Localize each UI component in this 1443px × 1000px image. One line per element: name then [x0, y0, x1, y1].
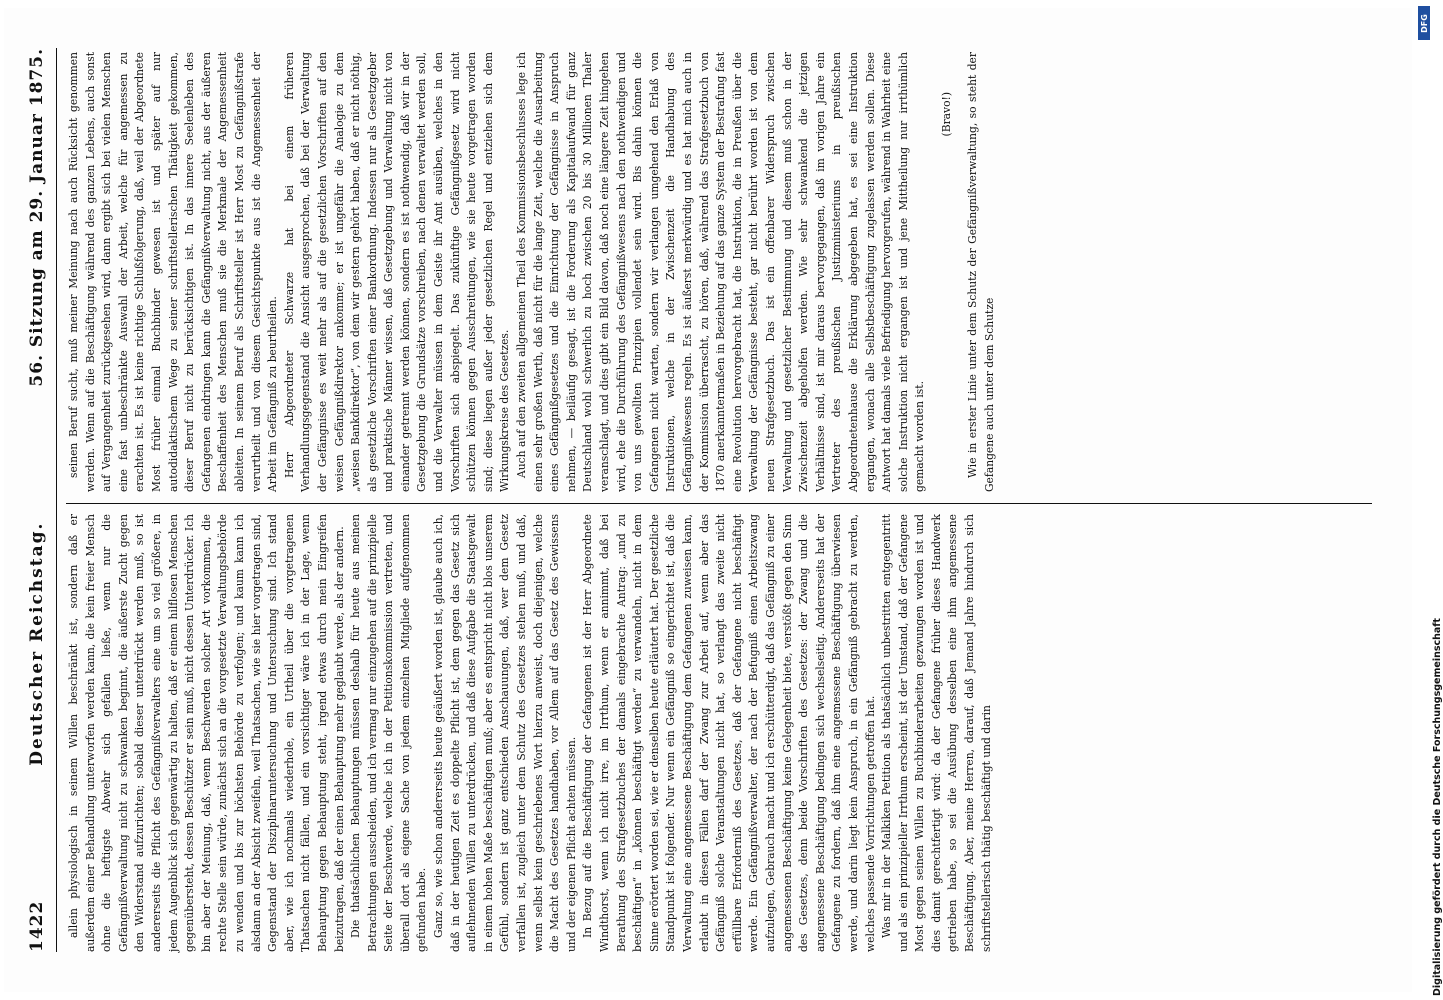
session-title: 56. Sitzung am 29. Januar 1875. [27, 48, 47, 387]
paragraph: Ganz so, wie schon andererseits heute geäußert worden ist, glaube auch ich, daß in der heutigen Zeit es doppelte Pflicht ist, dem gegen das Gesetz sich auflehnenden Willen zu unterdrücken, und daß diese Aufgabe die Staatsgewalt in einem hohen Maße beschäftigen muß; aber es entspricht nicht blos unserem Gefühl, sondern ist ganz entschieden Anschauungen, daß, wer dem Gesetz verfallen ist, zugleich unter dem Schutz des Gesetzes stehen muß, und daß, wenn selbst kein geschriebenes Wort hierzu anweist, doch diejenigen, welche die Macht des Gesetzes handhaben, vor Allem auf das Gesetz des Gewissens und der eigenen Pflicht achten müssen. [432, 514, 578, 952]
digitization-credit-text: Digitalisierung gefördert durch die Deutsche Forschungsgemeinschaft [1432, 618, 1443, 996]
paragraph: Die thatsächlichen Behauptungen müssen deshalb für heute aus meinen Betrachtungen ausscheiden, und ich vermag nur einzugehen auf die prinzipielle Seite der Beschwerde, welche ich in der Petitionskommission vertreten, und überall dort als eigene Sache von jedem einzelnen Mitgliede aufgenommen gefunden habe. [349, 514, 429, 952]
paragraph: seinen Beruf sucht, muß meiner Meinung nach auch Rücksicht genommen werden. Wenn auf die Beschäftigung während des ganzen Lebens, auch sonst auf Vergangenheit zurückgesehen wird, dann ergibt sich bei vielen Menschen eine fast unbeschränkte Auswahl der Arbeit, welche für angemessen zu erachten ist. Es ist keine richtige Schlußfolgerung, daß, weil der Abgeordnete Most früher einmal Buchbinder gewesen ist und später auf nur autodidaktischem Wege zu seiner schriftstellerischen Thätigkeit gekommen, dieser Beruf nicht zu berücksichtigen ist. In das innere Seelenleben des Gefangenen eindringen kann die Gefängnißverwaltung nicht, aus der äußeren Beschaffenheit des Menschen muß sie die Merkmale der Angemessenheit ableiten. In seinem Beruf als Schriftsteller ist Herr Most zu Gefängnißstrafe verurtheilt und von diesem Gesichtspunkte aus ist die Angemessenheit der Arbeit im Gefängniß zu beurtheilen. [67, 52, 280, 492]
right-text-column [66, 52, 1378, 492]
page-number: 1422 [27, 900, 47, 952]
digitization-credit [1416, 0, 1443, 1000]
paragraph: allein physiologisch in seinem Willen beschränkt ist, sondern daß er außerdem einer Behandlung unterworfen werden kann, die kein freier Mensch ohne die heftigste Abwehr sich gefallen ließe, wenn nur die Gefängnißverwaltung nicht zu schwanken beginnt, die äußerste Zucht gegen den Widerstand aufzurichten; sobald dieser unterdrückt werden muß, so ist andererseits die Pflicht des Gefängnißverwalters eine um so viel größere, in jedem Augenblick sich gegenwärtig zu halten, daß er einem hilflosen Menschen gegenübersteht, dessen Beschützer er sein muß, nicht dessen Unterdrücker. Ich bin aber der Meinung, daß, wenn Beschwerden solcher Art vorkommen, die rechte Stelle sein würde, zunächst sich an die vorgesetzte Verwaltungsbehörde zu wenden und bis zur höchsten Behörde zu verfolgen; und kaum kann ich alsdann an der Absicht zweifeln, weil Thatsachen, wie sie hier vorgetragen sind, Gegenstand der Disziplinaruntersuchung und Untersuchung sind. Ich stand aber, wie ich nochmals wiederhole, ein Urtheil über die vorgetragenen Thatsachen nicht fällen, und ein vorsichtiger wäre ich in der Lage, wenn Behauptung gegen Behauptung steht, irgend etwas durch mein Eingreifen beizutragen, daß der einen Behauptung mehr geglaubt werde, als der andern. [67, 514, 346, 952]
bravo-remark: (Bravo!) [939, 92, 953, 137]
left-text-column [66, 514, 1378, 952]
dfg-logo-text: DFG [1419, 13, 1429, 33]
rotated-document-page [4, 8, 1412, 992]
header-rule [56, 48, 57, 952]
page-header [22, 48, 52, 952]
column-divider [66, 503, 1372, 504]
paragraph: Auch auf den zweiten allgemeinen Theil des Kommissionsbeschlusses lege ich einen sehr großen Werth, daß nicht für die lange Zeit, welche die Ausarbeitung eines Gefängnißgesetzes und die Einrichtung der Gefängnisse in Anspruch nehmen, — beiläufig gesagt, ist die Forderung als Kapitalaufwand für ganz Deutschland wohl schwerlich zu hoch zwischen 20 bis 30 Millionen Thaler veranschlagt, und dies gibt ein Bild davon, daß noch eine längere Zeit hingehen wird, ehe die Durchführung des Gefängnißwesens nach den nothwendigen und von uns gewollten Prinzipien vollendet sein wird. Bis dahin können die Gefangenen nicht warten, sondern wir verlangen umgehend den Erlaß von Instruktionen, welche in der Zwischenzeit die Handhabung des Gefängnißwesens regeln. Es ist äußerst merkwürdig und es hat mich auch in der Kommission überrascht, zu hören, daß, während das Strafgesetzbuch von 1870 anerkanntermaßen in Beziehung auf das ganze System der Bestrafung fast eine Revolution hervorgebracht hat, die Instruktion, die in Preußen über die Verwaltung der Gefängnisse besteht, gar nicht berührt worden ist von dem neuen Strafgesetzbuch. Das ist ein offenbarer Widerspruch zwischen Verwaltung und gesetzlicher Bestimmung und diesem muß schon in der Zwischenzeit abgeholfen werden. Wie sehr schwankend die jetzigen Verhältnisse sind, ist mir daraus bervorgegangen, daß im vorigen Jahre ein Vertreter des preußischen Justizministeriums in preußischen Abgeordnetenhause die Erklärung abgegeben hat, es sei eine Instruktion ergangen, wonach alle Selbstbeschäftigung zugelassen werden sollen. Diese Antwort hat damals viele Befriedigung hervorgerufen, während in Wahrheit eine solche Instruktion nicht ergangen ist und jene Mittheilung nur irrthümlich gemacht worden ist. [515, 52, 927, 492]
paragraph: In Bezug auf die Beschäftigung der Gefangenen ist der Herr Abgeordnete Windthorst, wenn ich nicht irre, im Irrthum, wenn er annimmt, daß bei Berathung des Strafgesetzbuches der damals eingebrachte Antrag: „und zu beschäftigen“ in „können beschäftigt werden“ zu verwandeln, nicht in dem Sinne erörtert worden sei, wie er denselben heute erläutert hat. Der gesetzliche Standpunkt ist folgender. Nur wenn ein Gefängniß so eingerichtet ist, daß die Verwaltung eine angemessene Beschäftigung dem Gefangenen zuweisen kann, erlaubt in diesen Fällen darf der Zwang zur Arbeit auf, wenn aber das Gefängniß solche Veranstaltungen nicht hat, so verlangt das zweite nicht erfüllbare Erforderniß des Gesetzes, daß der Gefangene nicht beschäftigt werde. Ein Gefängnißverwalter, der nach der Befugniß einen Arbeitszwang aufzulegen, Gebrauch macht und ich erschütterdigt, daß das Gefängniß zu einer angemessenen Beschäftigung keine Gelegenheit biete, verstößt gegen den Sinn des Gesetzes, denn beide Vorschriften des Gesetzes: der Zwang und die angemessene Beschäftigung bedingen sich wechselseitig. Andererseits hat der Gefangene zu fordern, daß ihm eine angemessene Beschäftigung überwiesen werde, und darin liegt kein Anspruch, in ein Gefängniß gebracht zu werden, welches passende Vorrichtungen getroffen hat. [581, 514, 877, 952]
paragraph: Wie in erster Linie unter dem Schutz der Gefängnißverwaltung, so steht der Gefangene auch unter dem Schutze [966, 52, 997, 492]
paragraph: Was mir in der Malkiken Petition als thatsächlich unbestritten entgegentritt und als ein prinzipieller Irrthum erscheint, ist der Umstand, daß der Gefangene Most gegen seinen Willen zu Buchbinderarbeiten gezwungen worden ist und dies damit gerechtfertigt wird: da der Gefangene früher dieses Handwerk getrieben habe, so sei die Ausübung desselben eine ihm angemessene Beschäftigung. Aber, meine Herren, darauf, daß Jemand Jahre hindurch sich schriftstellerisch thätig beschäftigt und darin [880, 514, 993, 952]
publication-title: Deutscher Reichstag. [27, 521, 47, 766]
paragraph: Herr Abgeordneter Schwarze hat bei einem früheren Verhandlungsgegenstand die Ansicht ausgesprochen, daß bei der Verwaltung der Gefängnisse es weit mehr als auf die gesetzlichen Vorschriften auf den weisen Gefängnißdirektor ankomme; er ist ungefähr die Analogie zu dem „weisen Bankdirektor“, von dem wir gestern gehört haben, daß er nicht nöthig, als gesetzliche Vorschriften einer Bankordnung. Indessen nur als Gesetzgeber und praktische Männer wissen, daß Gesetzgebung und Verwaltung nicht von einander getrennt werden können, sondern es ist nothwendig, daß wir in der Gesetzgebung die Grundsätze vorschreiben, nach denen verwaltet werden soll, und die Verwalter müssen in dem Geiste ihr Amt ausüben, welches in den Vorschriften sich abspiegelt. Das zukünftige Gefängnißgesetz wird nicht schützen können gegen Ausschreitungen, wie sie heute vorgetragen worden sind; diese liegen außer jeder gesetzlichen Regel und entziehen sich dem Wirkungskreise des Gesetzes. [282, 52, 512, 492]
